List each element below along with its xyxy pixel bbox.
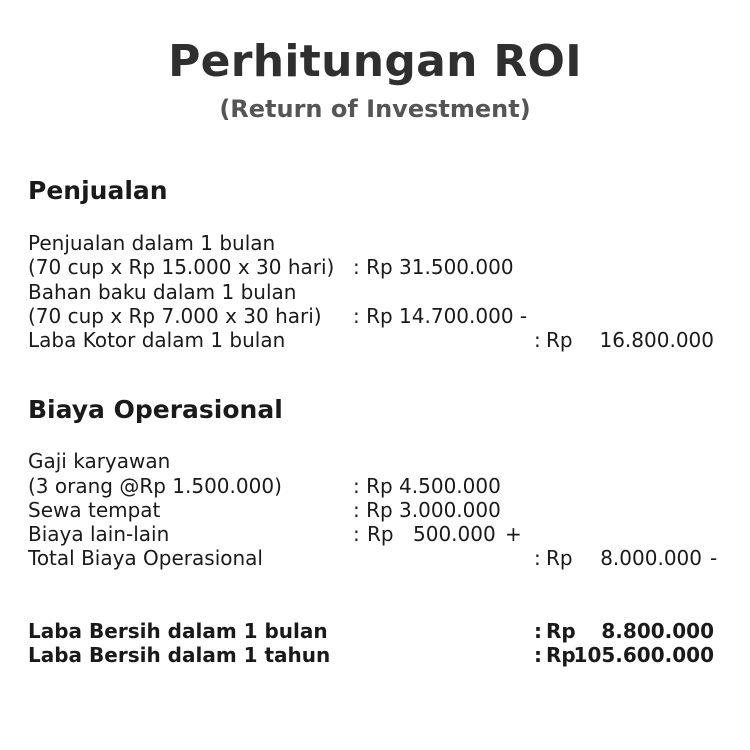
bahan-baku-label: Bahan baku dalam 1 bulan [28,280,297,304]
bahan-baku-detail: (70 cup x Rp 7.000 x 30 hari) [28,304,322,328]
laba-bersih-bulan-label: Laba Bersih dalam 1 bulan [28,619,328,643]
penjualan-detail-row [0,255,750,279]
page-subtitle: (Return of Investment) [219,95,531,123]
bahan-baku-row [0,280,750,304]
laba-bersih-bulan-currency: Rp [546,619,576,643]
bahan-baku-detail-row [0,304,750,328]
biaya-lain-label: Biaya lain-lain [28,522,170,546]
bahan-baku-value: : Rp 14.700.000 - [353,304,528,328]
penjualan-label: Penjualan dalam 1 bulan [28,231,276,255]
laba-bersih-bulan-colon: : [534,619,542,643]
biaya-lain-row [0,522,750,546]
laba-kotor-amount: 16.800.000 [599,328,714,352]
gaji-value: : Rp 4.500.000 [353,474,501,498]
sewa-value: : Rp 3.000.000 [353,498,501,522]
plus-sign: + [505,522,522,546]
laba-bersih-tahun-colon: : [534,643,542,667]
section-heading-biaya-operasional: Biaya Operasional [28,395,283,424]
laba-kotor-label: Laba Kotor dalam 1 bulan [28,328,286,352]
penjualan-detail: (70 cup x Rp 15.000 x 30 hari) [28,255,335,279]
biaya-lain-colon: : [353,522,360,546]
gaji-detail-row [0,474,750,498]
biaya-lain-currency: Rp [367,522,394,546]
laba-bersih-tahun-currency: Rp [546,643,576,667]
gaji-row [0,449,750,473]
total-biaya-colon: : [534,546,541,570]
biaya-lain-amount: 500.000 [413,522,496,546]
total-biaya-label: Total Biaya Operasional [28,546,263,570]
laba-bersih-bulan-row [0,619,750,643]
gaji-detail: (3 orang @Rp 1.500.000) [28,474,282,498]
laba-kotor-currency: Rp [546,328,573,352]
laba-bersih-bulan-amount: 8.800.000 [601,619,714,643]
laba-kotor-row [0,328,750,352]
laba-kotor-colon: : [534,328,541,352]
page-title: Perhitungan ROI [168,36,582,87]
penjualan-row [0,231,750,255]
total-biaya-currency: Rp [546,546,573,570]
sewa-label: Sewa tempat [28,498,161,522]
minus-sign: - [710,546,718,570]
laba-bersih-tahun-amount: 105.600.000 [573,643,714,667]
sewa-row [0,498,750,522]
laba-bersih-tahun-label: Laba Bersih dalam 1 tahun [28,643,331,667]
section-heading-penjualan: Penjualan [28,176,168,205]
total-biaya-amount: 8.000.000 [600,546,702,570]
penjualan-value: : Rp 31.500.000 [353,255,514,279]
gaji-label: Gaji karyawan [28,449,171,473]
laba-bersih-tahun-row [0,643,750,667]
total-biaya-row [0,546,750,570]
